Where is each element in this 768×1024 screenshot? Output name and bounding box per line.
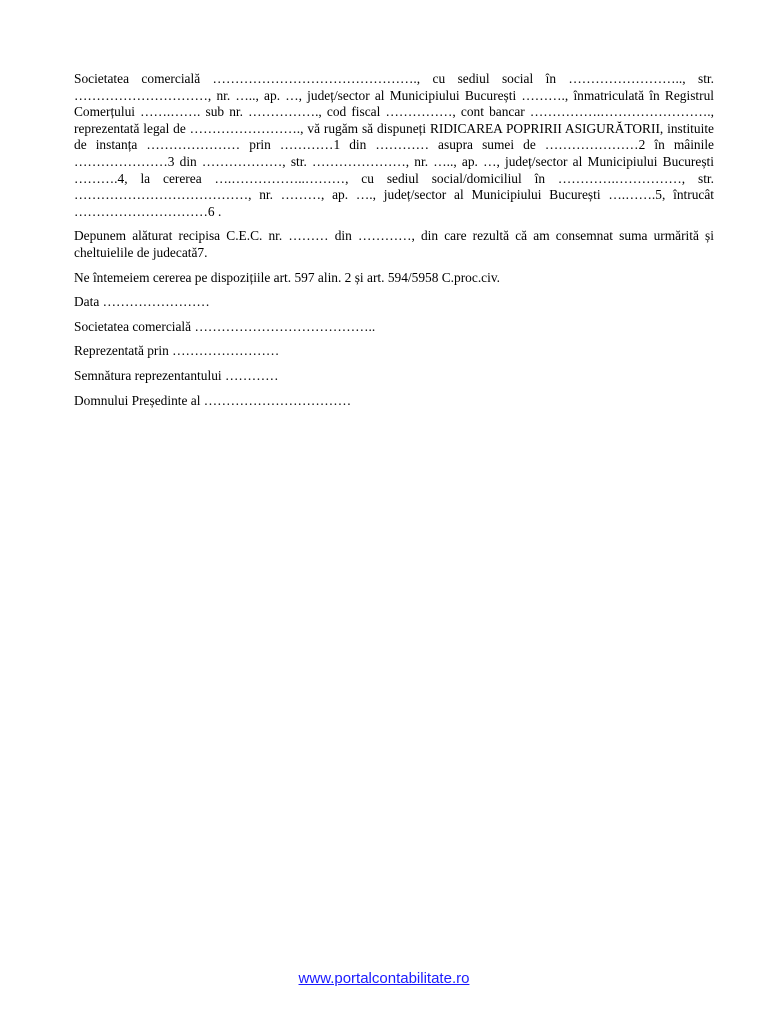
document-body — [74, 71, 714, 417]
legal-basis-paragraph: Ne întemeiem cererea pe dispozițiile art. 597 alin. 2 și art. 594/5958 C.proc.civ. — [74, 269, 501, 285]
addressee-line: Domnului Președinte al …………………………… — [74, 392, 352, 408]
representative-line: Reprezentată prin …………………… — [74, 343, 280, 359]
signature-line: Semnătura reprezentantului ………… — [74, 367, 279, 383]
date-line: Data …………………… — [74, 294, 210, 310]
attachment-paragraph: Depunem alăturat recipisa C.E.C. nr. ……… din …………, din care rezultă că am consemnat suma urmărită și cheltuielile de judecată7. — [74, 228, 714, 260]
request-paragraph: Societatea comercială ………………………………………., cu sediul social în …………………….., str. …………………………, nr. ….., ap. …, județ/sector al Municipiului București ………., înmatriculată în Registrul Comerțului …….……. sub nr. ……………., cod fiscal ……………, cont bancar …………….……………………., reprezentată legal de ……………………., vă rugăm să dispuneți RIDICAREA POPRIRII ASIGURĂTORII, instituite de instanța ………………… prin …………1 din ………… asupra sumei de …………………2 în mâinile …………………3 din ………………, str. …………………, nr. ….., ap. …, județ/sector al Municipiului București ……….4, la cererea ….……………..………, cu sediul social/domiciliul în ………….……………, str. …………………………………, nr. ………, ap. …., județ/sector al Municipiului București ….…….5, întrucât …………………………6 . — [74, 71, 714, 219]
footer-website-link[interactable]: www.portalcontabilitate.ro — [298, 970, 470, 987]
company-line: Societatea comercială ………………………………….. — [74, 318, 376, 334]
